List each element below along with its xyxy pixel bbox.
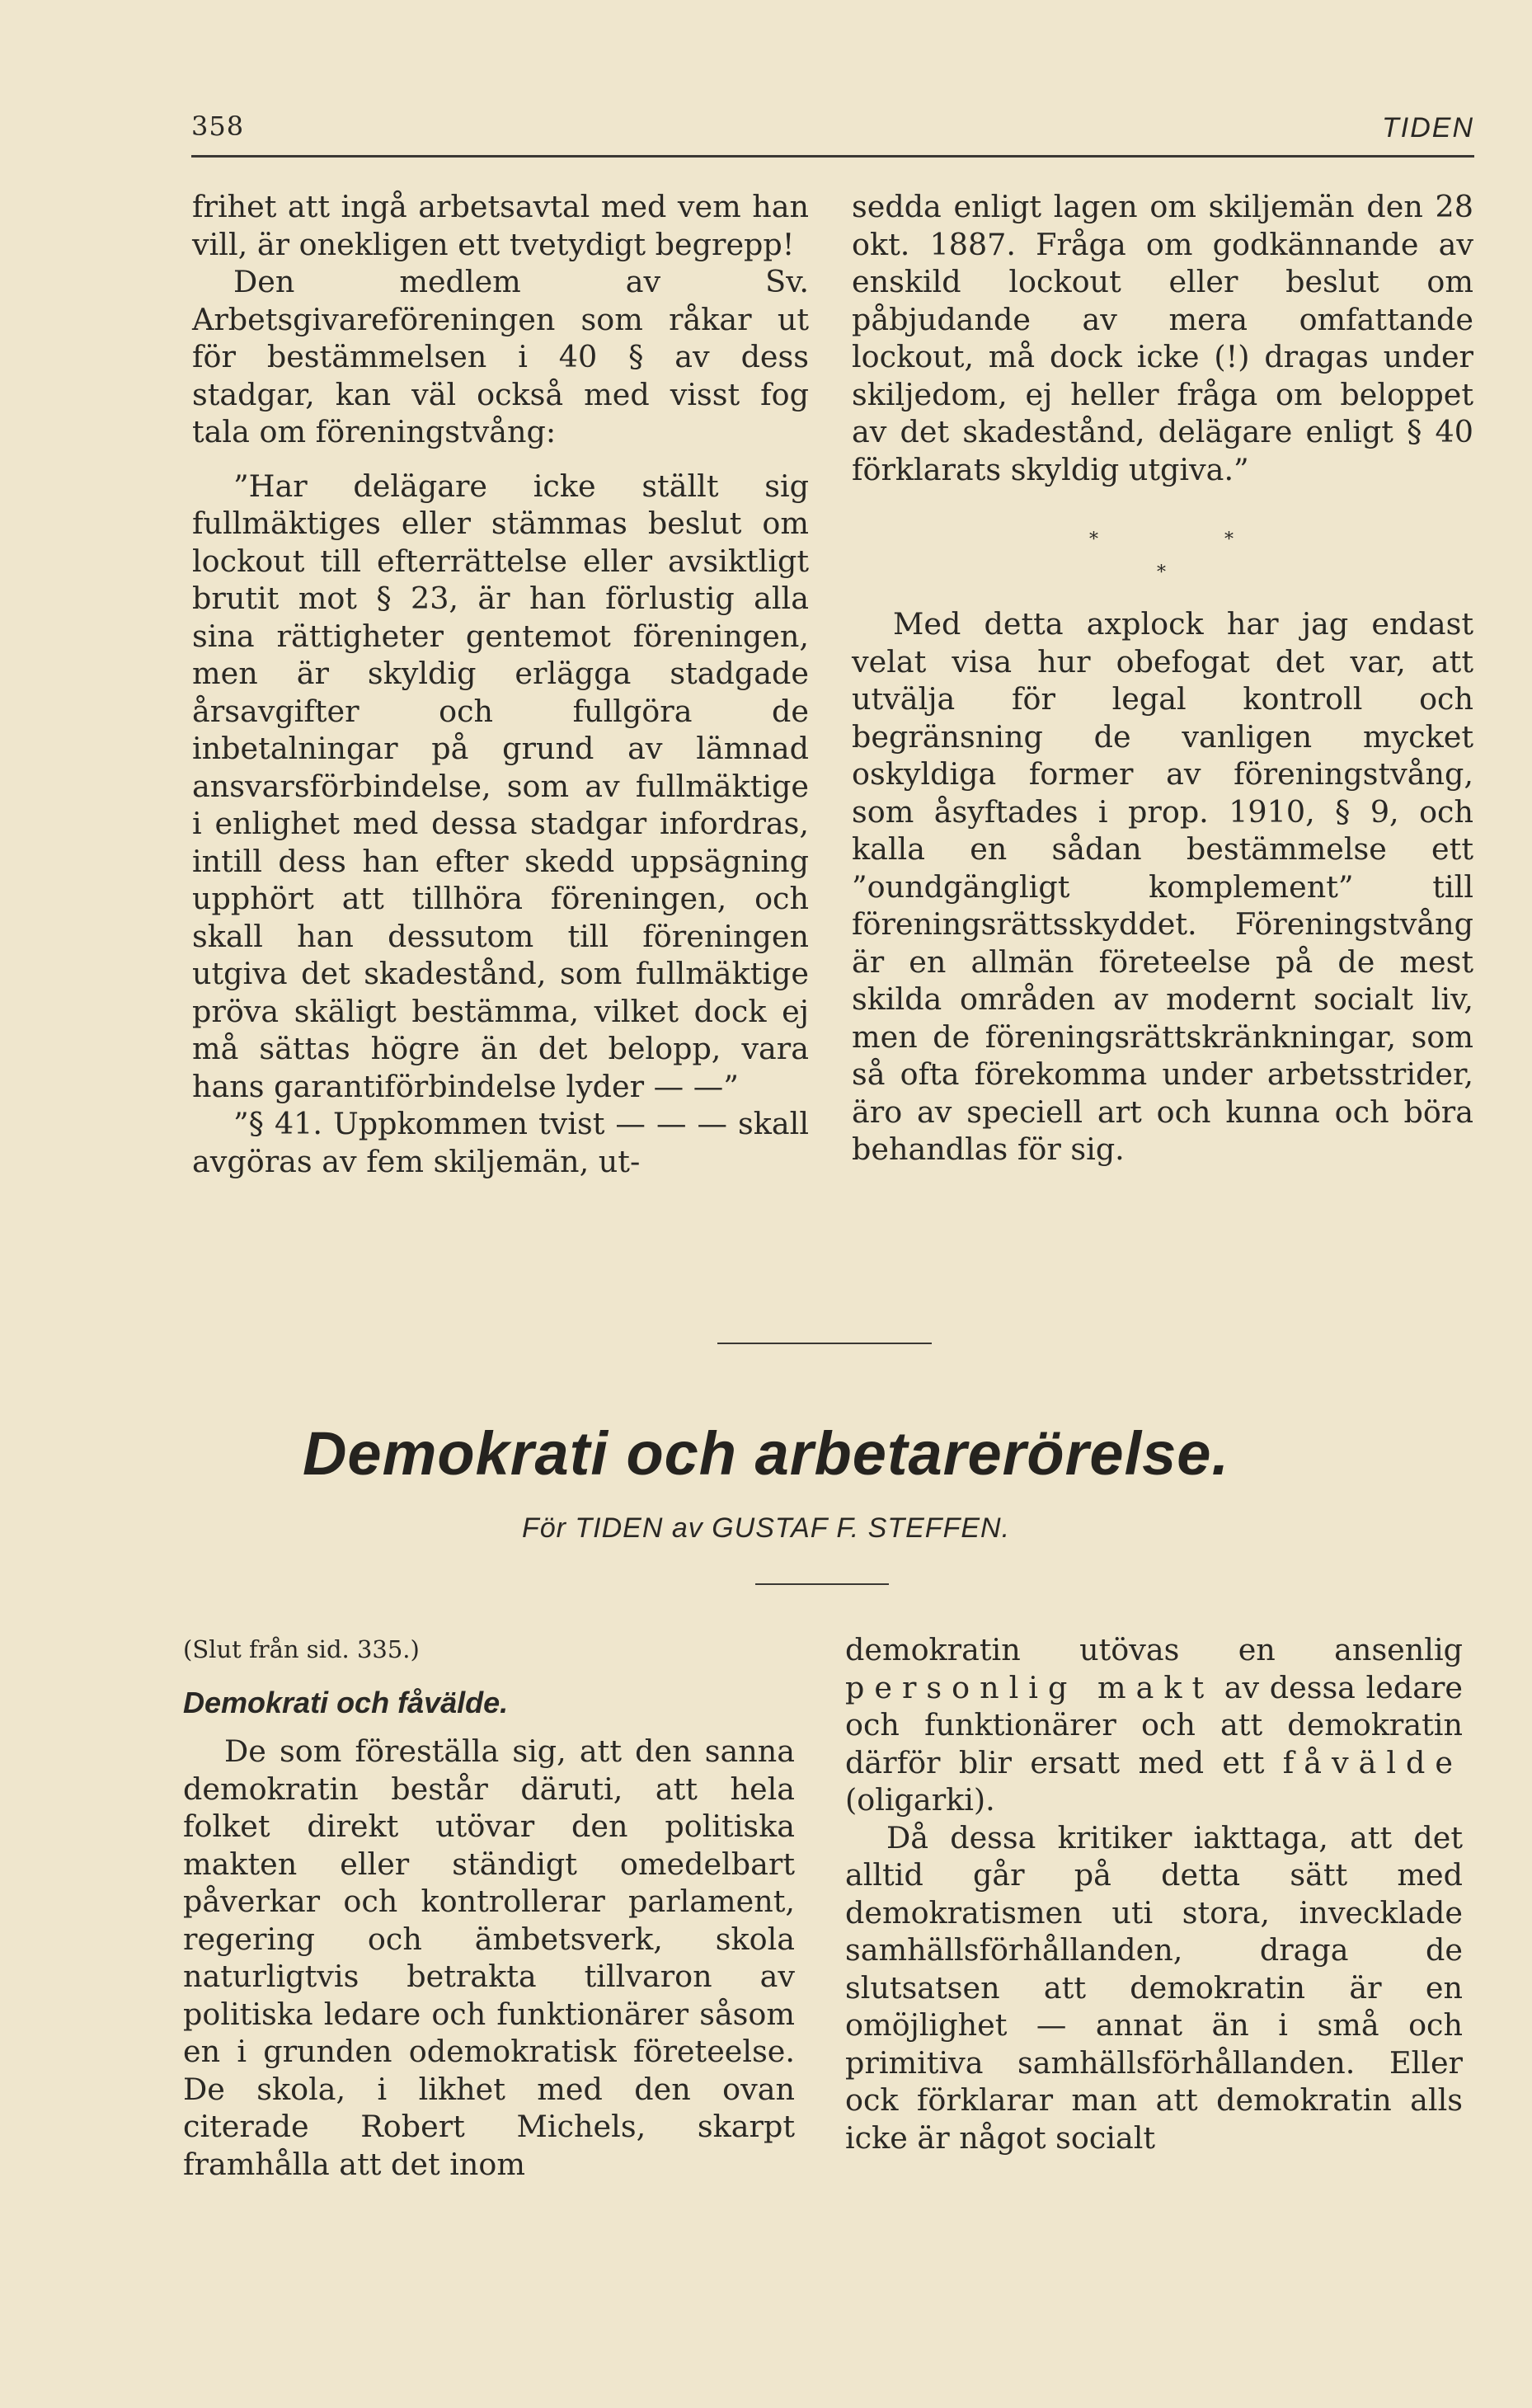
- journal-name: TIDEN: [1382, 112, 1474, 143]
- article-title: Demokrati och arbetarerörelse.: [302, 1419, 1230, 1488]
- bottom-left-column: [183, 1631, 795, 2183]
- paragraph: Med detta axplock har jag endast velat visa hur obefogat det var, att utvälja för legal kontroll och begränsning de vanligen mycket oskyldiga former av föreningstvång, som åsyftades i prop. 1910, § 9, och kalla en sådan bestämmelse ett ”oundgängligt komplement” till föreningsrättsskyddet. Föreningstvång är en allmän företeelse på de mest skilda områden av modernt socialt liv, men de föreningsrättskränkningar, som så ofta förekomma under arbetsstrider, äro av speciell art och kunna och böra behandlas för sig.: [852, 606, 1473, 1167]
- emphasized-text: fåvälde: [1282, 1744, 1463, 1780]
- asterisk: *: [1089, 529, 1098, 550]
- paragraph: frihet att ingå arbetsavtal med vem han vill, är onekligen ett tvetydigt begrepp!: [192, 189, 809, 262]
- section-break-asterisks: [852, 496, 1473, 605]
- asterisk: *: [1224, 529, 1234, 550]
- page-number: 358: [191, 111, 245, 142]
- asterisk: *: [1157, 562, 1166, 583]
- top-right-column: [852, 188, 1473, 1169]
- emphasized-text: personlig makt: [845, 1669, 1215, 1705]
- header-rule: [191, 155, 1474, 158]
- top-left-column: [192, 188, 809, 1180]
- byline-rule: [755, 1583, 889, 1585]
- bottom-right-column: [845, 1631, 1463, 2156]
- text-run: (oligarki).: [845, 1782, 995, 1818]
- article-byline: För TIDEN av GUSTAF F. STEFFEN.: [521, 1512, 1011, 1544]
- text-run: av dessa ledare och funktionärer och att demokratin därför blir ersatt med ett: [845, 1669, 1463, 1780]
- running-head: [191, 111, 1474, 143]
- section-divider: [717, 1343, 932, 1344]
- paragraph: sedda enligt lagen om skiljemän den 28 okt. 1887. Fråga om godkännande av enskild lockout eller beslut om påbjudande av mera omfattande lockout, må dock icke (!) dragas under skiljedom, ej heller fråga om beloppet av det skadestånd, delägare enligt § 40 förklarats skyldig utgiva.”: [852, 189, 1473, 487]
- quotation: ”Har delägare icke ställt sig fullmäktiges eller stämmas beslut om lockout till efterrättelse eller avsiktligt brutit mot § 23, är han förlustig alla sina rättigheter gentemot föreningen, men är skyldig erlägga stadgade årsavgifter och fullgöra de inbetalningar på grund av lämnad ansvarsförbindelse, som av fullmäktige i enlighet med dessa stadgar infordras, intill dess han efter skedd uppsägning upphört att tillhöra föreningen, och skall han dessutom till föreningen utgiva det skadestånd, som fullmäktige pröva skäligt bestämma, vilket dock ej må sättas högre än det belopp, vara hans garantiförbindelse lyder — —”: [192, 468, 809, 1104]
- continued-note: (Slut från sid. 335.): [183, 1635, 420, 1663]
- paragraph: Den medlem av Sv. Arbetsgivareföreningen som råkar ut för bestämmelsen i 40 § av dess stadgar, kan väl också med visst fog tala om föreningstvång:: [192, 264, 809, 449]
- paragraph: [845, 1631, 1463, 1819]
- paragraph: De som föreställa sig, att den sanna demokratin består däruti, att hela folket direkt utövar den politiska makten eller ständigt omedelbart påverkar och kontrollerar parlament, regering och ämbetsverk, skola naturligtvis betrakta tillvaron av politiska ledare och funktionärer såsom en i grunden odemokratisk företeelse. De skola, i likhet med den ovan citerade Robert Michels, skarpt framhålla att det inom: [183, 1733, 795, 2182]
- section-subheading: Demokrati och fåvälde.: [183, 1685, 509, 1719]
- quotation: ”§ 41. Uppkommen tvist — — — skall avgöras av fem skiljemän, ut-: [192, 1106, 809, 1179]
- text-run: demokratin utövas en ansenlig: [845, 1632, 1463, 1667]
- paragraph: Då dessa kritiker iakttaga, att det alltid går på detta sätt med demokratismen uti stora, invecklade samhällsförhållanden, draga de slutsatsen att demokratin är en omöjlighet — annat än i små och primitiva samhällsförhållanden. Eller ock förklarar man att demokratin alls icke är något socialt: [845, 1819, 1463, 2156]
